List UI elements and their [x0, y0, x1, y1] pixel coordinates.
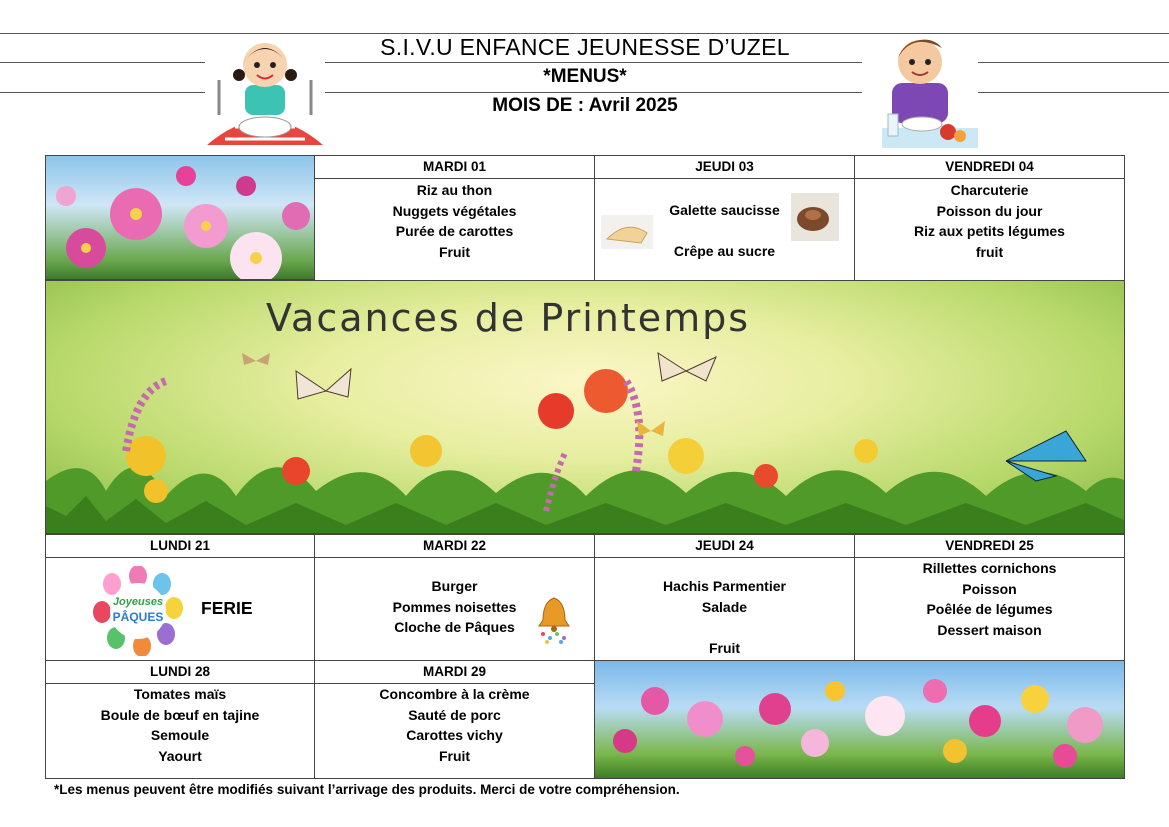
menu-item: Riz au thon	[416, 182, 493, 198]
menu-item: Crêpe au sucre	[673, 243, 776, 259]
menu-item: Fruit	[708, 639, 741, 656]
header-rule	[0, 92, 205, 93]
day-header: VENDREDI 25	[854, 534, 1125, 558]
menu-item: Pommes noisettes	[392, 598, 517, 615]
org-title: S.I.V.U ENFANCE JEUNESSE D’UZEL	[380, 34, 790, 60]
day-header: MARDI 29	[314, 660, 595, 684]
menu-item: Riz aux petits légumes	[914, 223, 1065, 239]
holiday-title: Vacances de Printemps	[266, 296, 751, 340]
crepe-photo	[601, 215, 653, 249]
day-header: MARDI 01	[314, 155, 595, 179]
menu-cell	[45, 557, 315, 661]
menu-item: Dessert maison	[937, 621, 1042, 638]
menu-cell	[854, 557, 1125, 661]
menu-item	[595, 617, 854, 638]
menu-cell	[314, 683, 595, 779]
header-rule	[0, 62, 205, 63]
menu-item: Galette saucisse	[669, 202, 780, 218]
footer-note: *Les menus peuvent être modifiés suivant l’arrivage des produits. Merci de votre compréhension.	[54, 782, 680, 797]
day-header: MARDI 22	[314, 534, 595, 558]
menu-item: Poisson du jour	[936, 202, 1043, 219]
header-rule	[325, 62, 862, 63]
spring-holiday-banner	[45, 280, 1125, 534]
menu-cell	[314, 178, 595, 281]
menu-cell	[594, 178, 855, 281]
easter-badge-text-2: PÂQUES	[112, 610, 164, 624]
boy-eating-illustration	[862, 28, 978, 150]
day-header: VENDREDI 04	[854, 155, 1125, 179]
menu-item: Burger	[431, 578, 478, 594]
menu-cell	[45, 683, 315, 779]
easter-bell-icon	[537, 596, 571, 644]
menu-item: Salade	[701, 598, 748, 615]
menu-item: fruit	[975, 243, 1004, 260]
header-rule	[325, 92, 862, 93]
month-title: MOIS DE : Avril 2025	[492, 95, 678, 116]
header-rule	[978, 92, 1169, 93]
menu-item: Purée de carottes	[395, 223, 514, 239]
cosmos-flowers-photo	[594, 660, 1125, 779]
menu-cell	[314, 557, 595, 661]
girl-eating-illustration	[205, 35, 325, 145]
day-header: LUNDI 21	[45, 534, 315, 558]
menu-item: Concombre à la crème	[379, 686, 530, 702]
menu-item: Fruit	[438, 243, 471, 260]
menu-item: Sauté de porc	[408, 706, 501, 723]
menu-item: Rillettes cornichons	[922, 560, 1057, 576]
menu-cell	[854, 178, 1125, 281]
menu-item: Boule de bœuf en tajine	[100, 706, 260, 723]
day-header: LUNDI 28	[45, 660, 315, 684]
holiday-note: FERIE	[201, 598, 253, 618]
menu-item: Charcuterie	[950, 182, 1029, 198]
menus-title: *MENUS*	[543, 66, 627, 87]
menu-cell	[594, 557, 855, 661]
menu-item: Cloche de Pâques	[394, 619, 515, 635]
menu-item: Semoule	[150, 727, 210, 743]
menu-item: Poêlée de légumes	[926, 601, 1053, 617]
spring-flowers-photo	[45, 155, 315, 280]
menu-item: Yaourt	[158, 747, 202, 764]
sausage-galette-photo	[791, 193, 839, 241]
menu-item: Tomates maïs	[133, 686, 227, 702]
menu-item: Hachis Parmentier	[663, 578, 786, 594]
menu-item: Nuggets végétales	[392, 202, 517, 219]
menu-item: Carottes vichy	[406, 727, 503, 743]
header-rule	[978, 62, 1169, 63]
menu-item: Fruit	[438, 747, 471, 764]
day-header: JEUDI 03	[594, 155, 855, 179]
easter-badge-text-1: Joyeuses	[112, 596, 164, 608]
menu-item: Poisson	[962, 580, 1017, 597]
day-header: JEUDI 24	[594, 534, 855, 558]
easter-badge	[92, 566, 184, 656]
